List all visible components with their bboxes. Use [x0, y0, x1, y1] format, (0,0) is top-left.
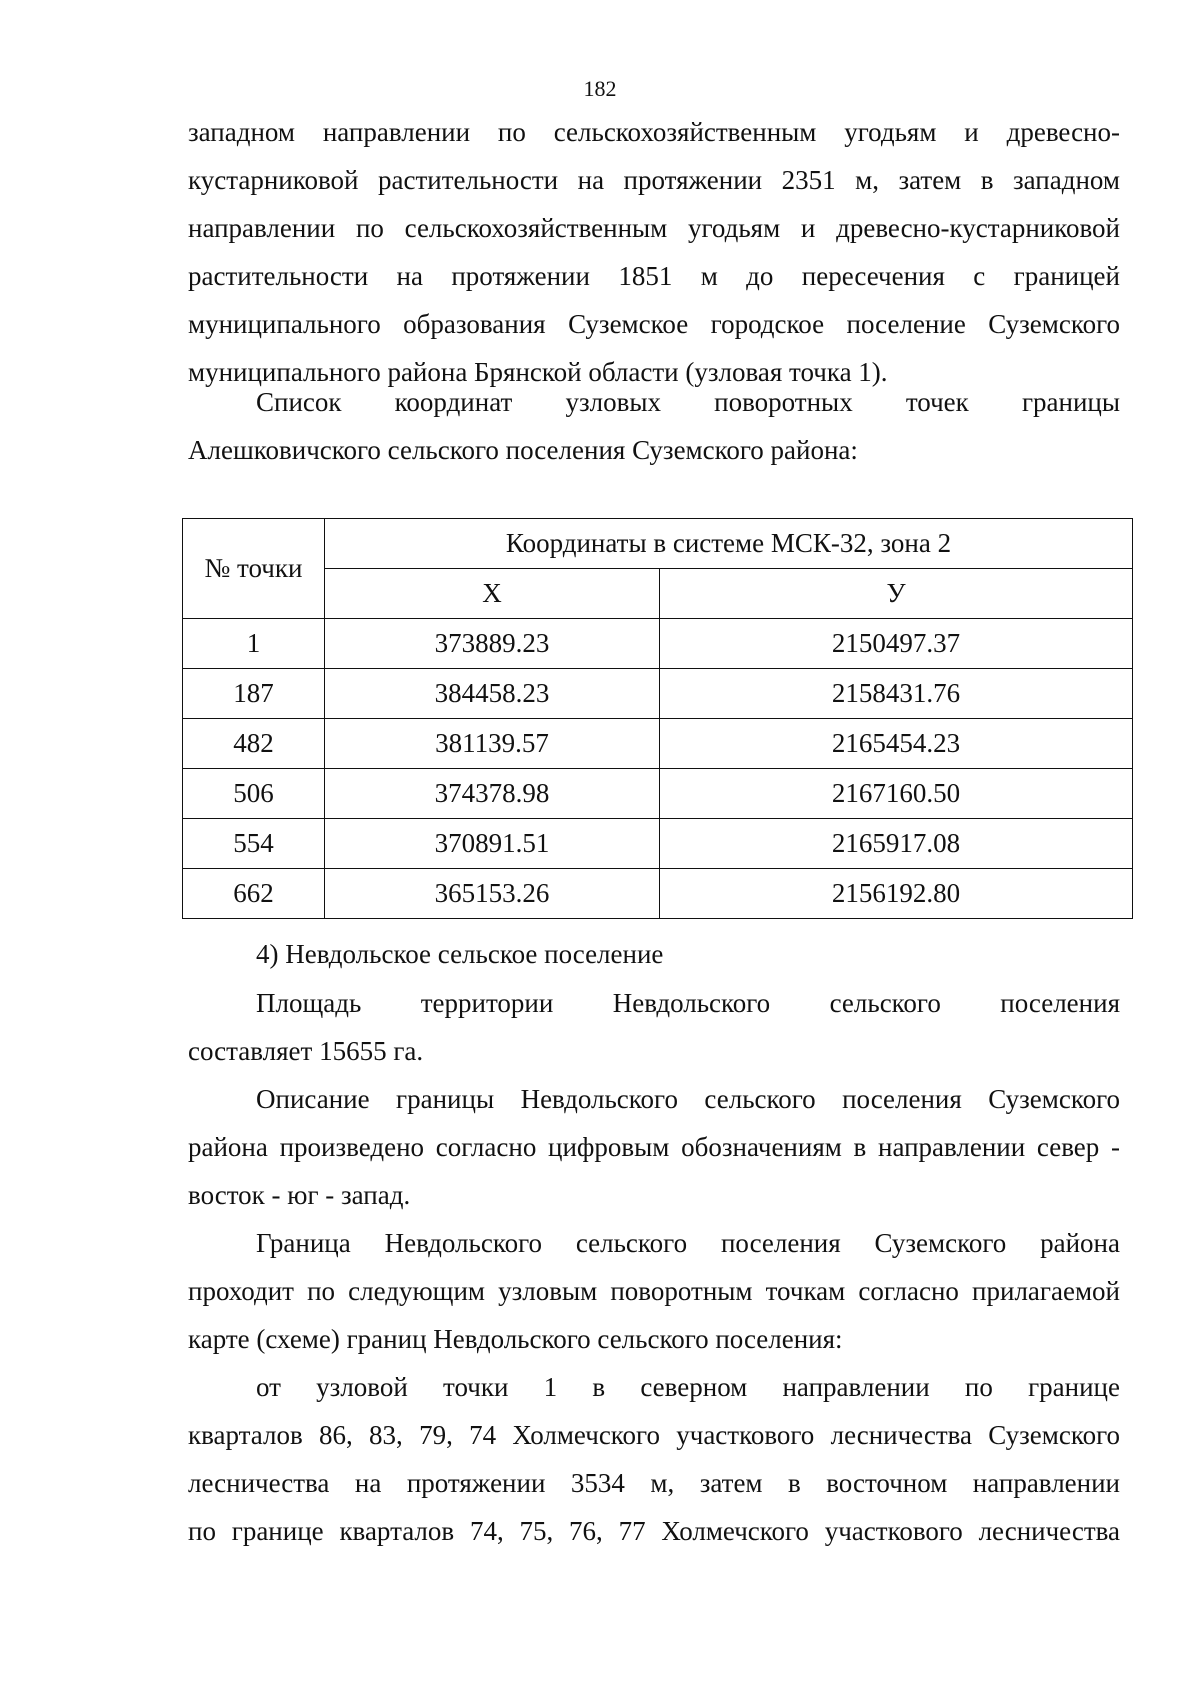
text-line: составляет 15655 га.: [188, 1036, 424, 1066]
page-number: 182: [583, 76, 617, 101]
header-coordinate-system: Координаты в системе МСК-32, зона 2: [325, 519, 1133, 569]
paragraph-boundary-intro: [188, 1219, 1120, 1363]
paragraph-description: [188, 1075, 1120, 1219]
cell-y: 2165454.23: [660, 719, 1133, 769]
text-line: направлении по сельскохозяйственным угодьям и древесно-кустарниковой: [188, 213, 1120, 243]
cell-point: 662: [183, 869, 325, 919]
table-row: [183, 819, 1133, 869]
cell-point: 482: [183, 719, 325, 769]
section-heading: [188, 930, 1120, 978]
table-row: [183, 869, 1133, 919]
text-line: лесничества на протяжении 3534 м, затем в восточном направлении: [188, 1468, 1120, 1498]
cell-point: 1: [183, 619, 325, 669]
cell-point: 187: [183, 669, 325, 719]
text-line: муниципального района Брянской области (узловая точка 1).: [188, 357, 888, 387]
cell-y: 2165917.08: [660, 819, 1133, 869]
table-row: [183, 619, 1133, 669]
cell-x: 370891.51: [325, 819, 660, 869]
text-line: карте (схеме) границ Невдольского сельского поселения:: [188, 1324, 843, 1354]
cell-point: 554: [183, 819, 325, 869]
text-line: восток - юг - запад.: [188, 1180, 411, 1210]
header-y: У: [660, 569, 1133, 619]
text-line: Описание границы Невдольского сельского поселения Суземского: [256, 1084, 1120, 1114]
text-line: района произведено согласно цифровым обозначениям в направлении север -: [188, 1132, 1120, 1162]
text-line: от узловой точки 1 в северном направлении по границе: [256, 1372, 1120, 1402]
cell-y: 2158431.76: [660, 669, 1133, 719]
table-row: [183, 719, 1133, 769]
paragraph-boundary-continuation: [188, 108, 1120, 396]
text-line: Площадь территории Невдольского сельского поселения: [256, 988, 1120, 1018]
text-line: муниципального образования Суземское городское поселение Суземского: [188, 309, 1120, 339]
paragraph-boundary-route: [188, 1363, 1120, 1555]
text-line: кварталов 86, 83, 79, 74 Холмечского участкового лесничества Суземского: [188, 1420, 1120, 1450]
header-x: X: [325, 569, 660, 619]
table-row: [183, 769, 1133, 819]
cell-x: 384458.23: [325, 669, 660, 719]
cell-y: 2167160.50: [660, 769, 1133, 819]
table-subheader-row: [183, 569, 1133, 619]
table-row: [183, 669, 1133, 719]
paragraph-area: [188, 979, 1120, 1075]
coordinates-table: [182, 518, 1133, 919]
text-line: Алешковичского сельского поселения Суземского района:: [188, 435, 858, 465]
text-line: западном направлении по сельскохозяйственным угодьям и древесно-: [188, 117, 1120, 147]
cell-y: 2150497.37: [660, 619, 1133, 669]
paragraph-list-intro: [188, 378, 1120, 474]
text-line: по границе кварталов 74, 75, 76, 77 Холмечского участкового лесничества: [188, 1516, 1120, 1546]
cell-x: 365153.26: [325, 869, 660, 919]
cell-y: 2156192.80: [660, 869, 1133, 919]
cell-x: 374378.98: [325, 769, 660, 819]
header-point-number: № точки: [183, 519, 325, 619]
text-line: кустарниковой растительности на протяжении 2351 м, затем в западном: [188, 165, 1120, 195]
text-line: Список координат узловых поворотных точек границы: [256, 387, 1120, 417]
text-line: проходит по следующим узловым поворотным точкам согласно прилагаемой: [188, 1276, 1120, 1306]
text-line: 4) Невдольское сельское поселение: [256, 939, 664, 969]
text-line: растительности на протяжении 1851 м до пересечения с границей: [188, 261, 1120, 291]
cell-point: 506: [183, 769, 325, 819]
table-header-row: [183, 519, 1133, 569]
cell-x: 381139.57: [325, 719, 660, 769]
text-line: Граница Невдольского сельского поселения Суземского района: [256, 1228, 1120, 1258]
cell-x: 373889.23: [325, 619, 660, 669]
